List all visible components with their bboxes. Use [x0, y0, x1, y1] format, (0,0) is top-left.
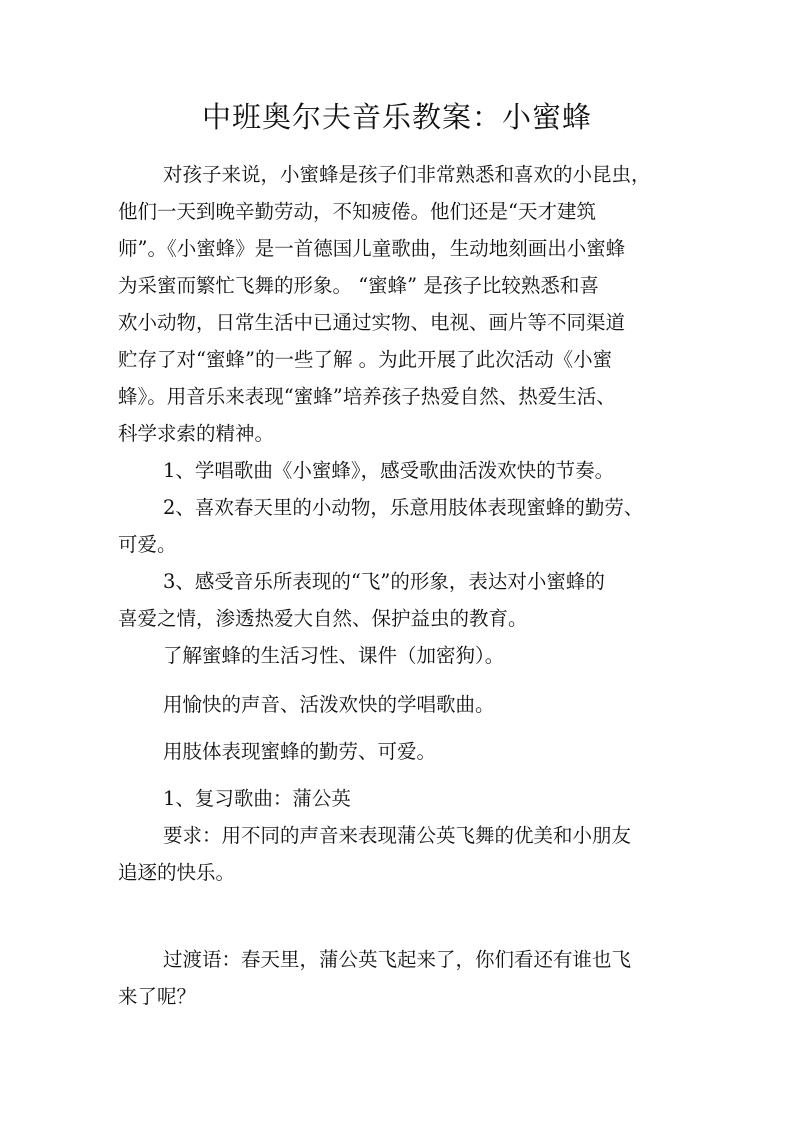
step-1: 1、复习歌曲：蒲公英: [163, 787, 351, 810]
goal-2-line: 2、喜欢春天里的小动物，乐意用肢体表现蜜蜂的勤劳、: [163, 496, 644, 519]
key-point: 用愉快的声音、活泼欢快的学唱歌曲。: [163, 693, 495, 716]
goal-3-line: 3、感受音乐所表现的“飞”的形象，表达对小蜜蜂的: [163, 570, 605, 593]
intro-line: 欢小动物，日常生活中已通过实物、电视、画片等不同渠道: [118, 311, 626, 334]
transition-line: 过渡语：春天里，蒲公英飞起来了，你们看还有谁也飞: [163, 948, 632, 971]
preparation: 了解蜜蜂的生活习性、课件（加密狗）。: [163, 644, 505, 667]
intro-line: 贮存了对“蜜蜂”的一些了解 。为此开展了此次活动《小蜜: [118, 348, 613, 371]
goal-2-line: 可爱。: [118, 533, 177, 556]
transition-line: 来了呢？: [118, 985, 197, 1008]
intro-line: 蜂》。用音乐来表现“蜜蜂”培养孩子热爱自然、热爱生活、: [118, 385, 616, 408]
intro-line: 科学求索的精神。: [118, 422, 275, 445]
intro-line: 师”。《小蜜蜂》是一首德国儿童歌曲，生动地刻画出小蜜蜂: [118, 237, 626, 260]
goal-1: 1、学唱歌曲《小蜜蜂》，感受歌曲活泼欢快的节奏。: [163, 459, 615, 482]
intro-line: 他们一天到晚辛勤劳动，不知疲倦。他们还是“天才建筑: [118, 200, 596, 223]
goal-3-line: 喜爱之情，渗透热爱大自然、保护益虫的教育。: [118, 607, 528, 630]
document-title: 中班奥尔夫音乐教案：小蜜蜂: [201, 100, 592, 134]
requirement-line: 要求：用不同的声音来表现蒲公英飞舞的优美和小朋友: [163, 824, 632, 847]
intro-line: 为采蜜而繁忙飞舞的形象。 “蜜蜂” 是孩子比较熟悉和喜: [118, 274, 599, 297]
difficulty: 用肢体表现蜜蜂的勤劳、可爱。: [163, 740, 437, 763]
intro-line: 对孩子来说，小蜜蜂是孩子们非常熟悉和喜欢的小昆虫，: [163, 163, 651, 186]
requirement-line: 追逐的快乐。: [118, 861, 236, 884]
